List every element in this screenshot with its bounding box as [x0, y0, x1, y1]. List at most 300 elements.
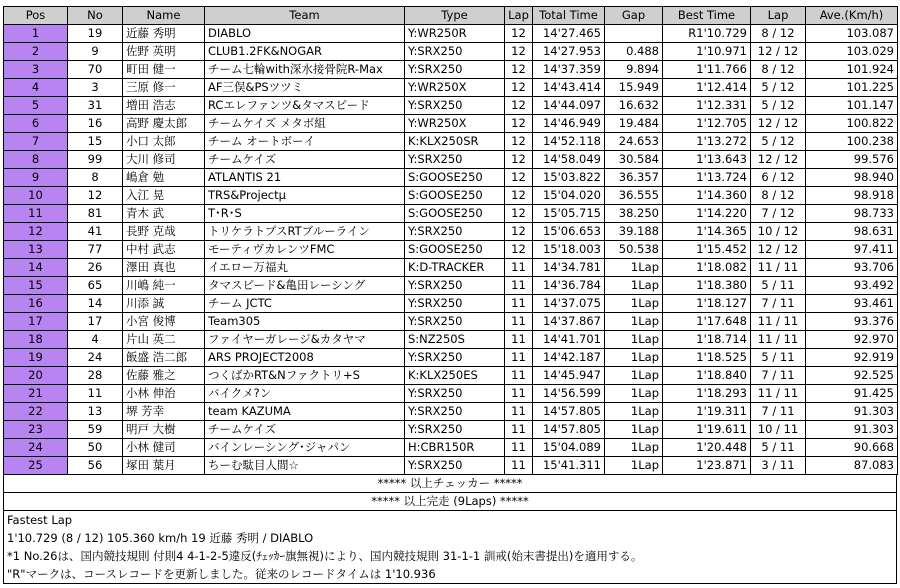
cell-type: H:CBR150R	[405, 439, 505, 457]
cell-best-time: 1'18.293	[663, 385, 751, 403]
cell-type: Y:SRX250	[405, 421, 505, 439]
cell-team: チームケイズ メタボ組	[205, 115, 405, 133]
cell-best-lap: 8 / 12	[751, 187, 806, 205]
table-row	[4, 439, 898, 457]
cell-type: Y:SRX250	[405, 223, 505, 241]
cell-pos: 23	[4, 421, 68, 439]
cell-name: 塚田 葉月	[123, 457, 205, 475]
cell-best-time: 1'18.127	[663, 295, 751, 313]
cell-total-time: 14'27.465	[533, 25, 605, 43]
cell-team: ARS PROJECT2008	[205, 349, 405, 367]
table-row	[4, 151, 898, 169]
cell-name: 増田 浩志	[123, 97, 205, 115]
cell-name: 大川 修司	[123, 151, 205, 169]
cell-total-time: 14'37.359	[533, 61, 605, 79]
cell-name: 近藤 秀明	[123, 25, 205, 43]
cell-pos: 1	[4, 25, 68, 43]
column-header-best-lap: Lap	[751, 7, 806, 25]
cell-no: 41	[68, 223, 123, 241]
table-row	[4, 367, 898, 385]
cell-team: T･R･S	[205, 205, 405, 223]
cell-best-lap: 3 / 11	[751, 457, 806, 475]
cell-best-time: 1'17.648	[663, 313, 751, 331]
cell-name: 佐藤 雅之	[123, 367, 205, 385]
cell-team: ファイヤーガレージ&カタヤマ	[205, 331, 405, 349]
cell-name: 高野 慶太郎	[123, 115, 205, 133]
cell-pos: 25	[4, 457, 68, 475]
cell-pos: 19	[4, 349, 68, 367]
cell-team: つくばかRT&Nファクトリ+S	[205, 367, 405, 385]
cell-name: 町田 健一	[123, 61, 205, 79]
cell-type: Y:SRX250	[405, 313, 505, 331]
cell-name: 青木 武	[123, 205, 205, 223]
cell-lap: 11	[505, 421, 533, 439]
cell-best-time: 1'13.643	[663, 151, 751, 169]
cell-type: K:KLX250ES	[405, 367, 505, 385]
cell-team: チーム JCTC	[205, 295, 405, 313]
checker-line: ***** 以上チェッカー *****	[3, 475, 897, 493]
cell-best-lap: 5 / 12	[751, 79, 806, 97]
cell-gap: 30.584	[605, 151, 663, 169]
cell-gap: 1Lap	[605, 457, 663, 475]
cell-lap: 11	[505, 277, 533, 295]
cell-pos: 5	[4, 97, 68, 115]
cell-best-lap: 5 / 11	[751, 349, 806, 367]
cell-gap: 1Lap	[605, 421, 663, 439]
cell-ave-speed: 93.492	[806, 277, 898, 295]
cell-best-lap: 5 / 11	[751, 277, 806, 295]
cell-type: Y:WR250R	[405, 25, 505, 43]
cell-lap: 11	[505, 259, 533, 277]
cell-name: 片山 英二	[123, 331, 205, 349]
cell-best-time: 1'15.452	[663, 241, 751, 259]
cell-pos: 22	[4, 403, 68, 421]
cell-ave-speed: 91.303	[806, 403, 898, 421]
cell-gap: 1Lap	[605, 313, 663, 331]
cell-best-lap: 11 / 11	[751, 331, 806, 349]
cell-best-time: 1'14.360	[663, 187, 751, 205]
cell-type: Y:SRX250	[405, 43, 505, 61]
cell-best-time: 1'18.714	[663, 331, 751, 349]
cell-lap: 11	[505, 331, 533, 349]
cell-best-time: 1'13.272	[663, 133, 751, 151]
cell-ave-speed: 103.087	[806, 25, 898, 43]
table-row	[4, 97, 898, 115]
cell-team: Team305	[205, 313, 405, 331]
cell-lap: 12	[505, 205, 533, 223]
table-row	[4, 223, 898, 241]
cell-best-lap: 12 / 12	[751, 115, 806, 133]
table-row	[4, 277, 898, 295]
cell-ave-speed: 98.940	[806, 169, 898, 187]
cell-type: Y:SRX250	[405, 151, 505, 169]
cell-best-lap: 7 / 12	[751, 205, 806, 223]
cell-ave-speed: 92.919	[806, 349, 898, 367]
table-row	[4, 385, 898, 403]
cell-pos: 17	[4, 313, 68, 331]
cell-name: 明戸 大樹	[123, 421, 205, 439]
column-header-gap: Gap	[605, 7, 663, 25]
table-header-row	[4, 7, 898, 25]
cell-lap: 12	[505, 241, 533, 259]
cell-ave-speed: 92.970	[806, 331, 898, 349]
column-header-team: Team	[205, 7, 405, 25]
cell-best-lap: 12 / 12	[751, 241, 806, 259]
cell-best-time: 1'18.840	[663, 367, 751, 385]
cell-best-time: 1'14.220	[663, 205, 751, 223]
cell-total-time: 14'52.118	[533, 133, 605, 151]
cell-lap: 11	[505, 403, 533, 421]
cell-type: Y:SRX250	[405, 277, 505, 295]
cell-no: 13	[68, 403, 123, 421]
cell-total-time: 14'57.805	[533, 403, 605, 421]
cell-no: 65	[68, 277, 123, 295]
cell-best-time: 1'19.611	[663, 421, 751, 439]
cell-total-time: 14'37.867	[533, 313, 605, 331]
cell-gap: 1Lap	[605, 439, 663, 457]
cell-total-time: 14'27.953	[533, 43, 605, 61]
cell-best-lap: 5 / 11	[751, 439, 806, 457]
cell-lap: 12	[505, 169, 533, 187]
cell-team: イエロー万福丸	[205, 259, 405, 277]
table-row	[4, 421, 898, 439]
cell-no: 56	[68, 457, 123, 475]
cell-name: 澤田 真也	[123, 259, 205, 277]
cell-best-lap: 11 / 11	[751, 385, 806, 403]
cell-best-lap: 12 / 12	[751, 151, 806, 169]
cell-pos: 6	[4, 115, 68, 133]
cell-best-lap: 7 / 11	[751, 367, 806, 385]
cell-best-time: 1'18.082	[663, 259, 751, 277]
cell-lap: 11	[505, 313, 533, 331]
cell-pos: 9	[4, 169, 68, 187]
cell-gap: 1Lap	[605, 367, 663, 385]
cell-total-time: 14'58.049	[533, 151, 605, 169]
cell-best-time: 1'20.448	[663, 439, 751, 457]
record-note: "R"マークは、コースレコードを更新しました。従来のレコードタイムは 1'10.936	[7, 567, 436, 581]
cell-ave-speed: 92.525	[806, 367, 898, 385]
cell-pos: 10	[4, 187, 68, 205]
cell-total-time: 15'41.311	[533, 457, 605, 475]
cell-best-lap: 10 / 12	[751, 223, 806, 241]
cell-best-lap: 5 / 12	[751, 97, 806, 115]
cell-type: S:GOOSE250	[405, 241, 505, 259]
cell-no: 16	[68, 115, 123, 133]
cell-name: 中村 武志	[123, 241, 205, 259]
cell-type: Y:WR250X	[405, 115, 505, 133]
results-sheet	[3, 6, 897, 584]
fastest-lap-detail: 1'10.729 (8 / 12) 105.360 km/h 19 近藤 秀明 / DIABLO	[7, 531, 314, 545]
cell-total-time: 15'18.003	[533, 241, 605, 259]
cell-best-lap: 11 / 11	[751, 313, 806, 331]
cell-team: RCエレファンツ&タマスピード	[205, 97, 405, 115]
cell-type: S:GOOSE250	[405, 169, 505, 187]
cell-pos: 15	[4, 277, 68, 295]
cell-ave-speed: 99.576	[806, 151, 898, 169]
cell-total-time: 14'46.949	[533, 115, 605, 133]
table-row	[4, 25, 898, 43]
cell-name: 小林 健司	[123, 439, 205, 457]
cell-pos: 13	[4, 241, 68, 259]
cell-gap: 50.538	[605, 241, 663, 259]
cell-gap: 19.484	[605, 115, 663, 133]
cell-gap: 1Lap	[605, 277, 663, 295]
fastest-lap-title: Fastest Lap	[7, 513, 73, 527]
cell-pos: 20	[4, 367, 68, 385]
cell-name: 堺 芳幸	[123, 403, 205, 421]
table-row	[4, 457, 898, 475]
cell-team: ATLANTIS 21	[205, 169, 405, 187]
cell-gap: 24.653	[605, 133, 663, 151]
table-row	[4, 115, 898, 133]
table-row	[4, 79, 898, 97]
cell-no: 8	[68, 169, 123, 187]
cell-pos: 14	[4, 259, 68, 277]
cell-gap: 1Lap	[605, 295, 663, 313]
cell-gap: 39.188	[605, 223, 663, 241]
cell-ave-speed: 100.822	[806, 115, 898, 133]
cell-type: Y:SRX250	[405, 295, 505, 313]
cell-no: 3	[68, 79, 123, 97]
cell-team: チーム七輪with深水接骨院R-Max	[205, 61, 405, 79]
cell-best-lap: 11 / 11	[751, 259, 806, 277]
table-row	[4, 259, 898, 277]
cell-total-time: 15'03.822	[533, 169, 605, 187]
cell-total-time: 14'41.701	[533, 331, 605, 349]
cell-ave-speed: 101.147	[806, 97, 898, 115]
cell-team: チームケイズ	[205, 421, 405, 439]
cell-lap: 11	[505, 349, 533, 367]
cell-type: Y:SRX250	[405, 61, 505, 79]
cell-best-lap: 8 / 12	[751, 61, 806, 79]
cell-gap: 15.949	[605, 79, 663, 97]
cell-total-time: 14'37.075	[533, 295, 605, 313]
cell-total-time: 14'44.097	[533, 97, 605, 115]
cell-pos: 21	[4, 385, 68, 403]
cell-name: 長野 克哉	[123, 223, 205, 241]
cell-lap: 12	[505, 61, 533, 79]
cell-lap: 12	[505, 133, 533, 151]
cell-no: 59	[68, 421, 123, 439]
cell-no: 70	[68, 61, 123, 79]
cell-no: 24	[68, 349, 123, 367]
cell-total-time: 14'36.784	[533, 277, 605, 295]
cell-lap: 11	[505, 457, 533, 475]
cell-ave-speed: 91.425	[806, 385, 898, 403]
cell-gap: 1Lap	[605, 259, 663, 277]
cell-type: Y:SRX250	[405, 97, 505, 115]
cell-name: 小林 伸治	[123, 385, 205, 403]
cell-name: 小宮 俊博	[123, 313, 205, 331]
column-header-total-time: Total Time	[533, 7, 605, 25]
cell-pos: 12	[4, 223, 68, 241]
cell-best-lap: 8 / 12	[751, 25, 806, 43]
penalty-note: *1 No.26は、国内競技規則 付則4 4-1-2-5違反(ﾁｪｯｶｰ旗無視)により、国内競技規則 31-1-1 訓戒(始末書提出)を適用する。	[7, 549, 643, 563]
cell-team: チームケイズ	[205, 151, 405, 169]
cell-best-time: 1'12.705	[663, 115, 751, 133]
column-header-ave-speed: Ave.(Km/h)	[806, 7, 898, 25]
cell-pos: 3	[4, 61, 68, 79]
cell-name: 三原 修一	[123, 79, 205, 97]
cell-name: 川添 誠	[123, 295, 205, 313]
cell-name: 入江 晃	[123, 187, 205, 205]
column-header-pos: Pos	[4, 7, 68, 25]
cell-name: 小口 太郎	[123, 133, 205, 151]
table-row	[4, 43, 898, 61]
cell-type: S:GOOSE250	[405, 205, 505, 223]
cell-no: 17	[68, 313, 123, 331]
cell-best-lap: 6 / 12	[751, 169, 806, 187]
cell-no: 15	[68, 133, 123, 151]
cell-pos: 4	[4, 79, 68, 97]
cell-ave-speed: 87.083	[806, 457, 898, 475]
table-row	[4, 349, 898, 367]
cell-type: S:NZ250S	[405, 331, 505, 349]
cell-team: ちーむ駄目人間☆	[205, 457, 405, 475]
cell-team: TRS&Projectμ	[205, 187, 405, 205]
cell-lap: 12	[505, 97, 533, 115]
cell-type: Y:SRX250	[405, 385, 505, 403]
cell-team: AF三俣&PSツツミ	[205, 79, 405, 97]
table-row	[4, 331, 898, 349]
cell-type: Y:SRX250	[405, 457, 505, 475]
cell-team: DIABLO	[205, 25, 405, 43]
cell-gap: 1Lap	[605, 385, 663, 403]
cell-team: トリケラトプスRTブルーライン	[205, 223, 405, 241]
cell-ave-speed: 101.225	[806, 79, 898, 97]
cell-type: S:GOOSE250	[405, 187, 505, 205]
cell-no: 4	[68, 331, 123, 349]
cell-best-time: 1'12.414	[663, 79, 751, 97]
cell-gap: 36.357	[605, 169, 663, 187]
cell-team: バイクメ?ン	[205, 385, 405, 403]
cell-pos: 8	[4, 151, 68, 169]
cell-name: 嶋倉 勉	[123, 169, 205, 187]
finish-line: ***** 以上完走 (9Laps) *****	[3, 493, 897, 511]
cell-type: Y:SRX250	[405, 403, 505, 421]
results-table	[3, 6, 898, 475]
cell-best-time: 1'19.311	[663, 403, 751, 421]
cell-lap: 11	[505, 367, 533, 385]
cell-gap: 38.250	[605, 205, 663, 223]
cell-ave-speed: 98.918	[806, 187, 898, 205]
cell-lap: 12	[505, 79, 533, 97]
cell-ave-speed: 93.461	[806, 295, 898, 313]
cell-total-time: 14'42.187	[533, 349, 605, 367]
cell-lap: 12	[505, 187, 533, 205]
cell-pos: 2	[4, 43, 68, 61]
cell-no: 31	[68, 97, 123, 115]
cell-total-time: 15'04.089	[533, 439, 605, 457]
cell-best-lap: 5 / 12	[751, 133, 806, 151]
column-header-type: Type	[405, 7, 505, 25]
column-header-lap: Lap	[505, 7, 533, 25]
cell-no: 77	[68, 241, 123, 259]
cell-type: Y:WR250X	[405, 79, 505, 97]
cell-total-time: 15'06.653	[533, 223, 605, 241]
cell-no: 12	[68, 187, 123, 205]
cell-best-lap: 7 / 11	[751, 403, 806, 421]
cell-pos: 7	[4, 133, 68, 151]
table-body	[4, 25, 898, 475]
cell-best-time: 1'13.724	[663, 169, 751, 187]
cell-total-time: 14'34.781	[533, 259, 605, 277]
cell-gap: 0.488	[605, 43, 663, 61]
cell-gap	[605, 25, 663, 43]
cell-pos: 11	[4, 205, 68, 223]
cell-best-time: 1'18.380	[663, 277, 751, 295]
cell-ave-speed: 97.411	[806, 241, 898, 259]
cell-ave-speed: 93.706	[806, 259, 898, 277]
cell-pos: 18	[4, 331, 68, 349]
cell-gap: 16.632	[605, 97, 663, 115]
cell-team: モーティヴカレンツFMC	[205, 241, 405, 259]
cell-ave-speed: 90.668	[806, 439, 898, 457]
table-row	[4, 313, 898, 331]
table-row	[4, 403, 898, 421]
cell-team: チーム オートボーイ	[205, 133, 405, 151]
cell-name: 飯盛 浩二郎	[123, 349, 205, 367]
cell-lap: 11	[505, 295, 533, 313]
column-header-no: No	[68, 7, 123, 25]
cell-team: バインレーシング･ジャパン	[205, 439, 405, 457]
cell-total-time: 15'05.715	[533, 205, 605, 223]
cell-ave-speed: 98.631	[806, 223, 898, 241]
cell-name: 川嶋 純一	[123, 277, 205, 295]
cell-ave-speed: 91.303	[806, 421, 898, 439]
cell-gap: 1Lap	[605, 349, 663, 367]
cell-total-time: 14'43.414	[533, 79, 605, 97]
cell-no: 14	[68, 295, 123, 313]
cell-best-time: 1'10.971	[663, 43, 751, 61]
cell-no: 11	[68, 385, 123, 403]
cell-no: 99	[68, 151, 123, 169]
cell-type: K:D-TRACKER	[405, 259, 505, 277]
cell-type: K:KLX250SR	[405, 133, 505, 151]
cell-ave-speed: 100.238	[806, 133, 898, 151]
cell-no: 26	[68, 259, 123, 277]
table-row	[4, 295, 898, 313]
cell-lap: 12	[505, 223, 533, 241]
cell-best-lap: 10 / 11	[751, 421, 806, 439]
cell-best-time: 1'23.871	[663, 457, 751, 475]
info-block	[3, 511, 897, 584]
cell-ave-speed: 101.924	[806, 61, 898, 79]
cell-pos: 24	[4, 439, 68, 457]
cell-lap: 11	[505, 439, 533, 457]
cell-gap: 1Lap	[605, 403, 663, 421]
cell-no: 28	[68, 367, 123, 385]
cell-no: 19	[68, 25, 123, 43]
cell-no: 9	[68, 43, 123, 61]
cell-best-time: 1'11.766	[663, 61, 751, 79]
cell-lap: 12	[505, 43, 533, 61]
table-row	[4, 133, 898, 151]
cell-ave-speed: 93.376	[806, 313, 898, 331]
cell-gap: 1Lap	[605, 331, 663, 349]
cell-pos: 16	[4, 295, 68, 313]
table-row	[4, 241, 898, 259]
cell-lap: 12	[505, 115, 533, 133]
cell-name: 佐野 英明	[123, 43, 205, 61]
cell-best-time: 1'14.365	[663, 223, 751, 241]
cell-team: タマスピード&亀田レーシング	[205, 277, 405, 295]
column-header-best-time: Best Time	[663, 7, 751, 25]
cell-team: team KAZUMA	[205, 403, 405, 421]
column-header-name: Name	[123, 7, 205, 25]
cell-best-time: R1'10.729	[663, 25, 751, 43]
cell-team: CLUB1.2FK&NOGAR	[205, 43, 405, 61]
